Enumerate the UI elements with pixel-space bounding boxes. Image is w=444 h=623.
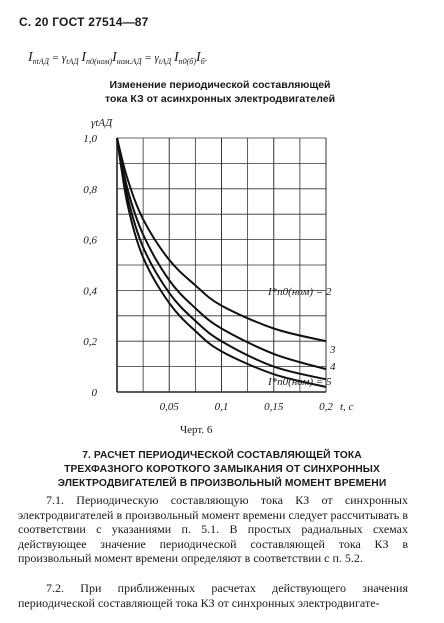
paragraph-7-2-text: 7.2. При приближенных расчетах действующего значения периодической составляющей тока КЗ от синхронных электродвигате- (18, 581, 408, 610)
formula-mid: I (81, 50, 86, 65)
figure-caption: Черт. 6 (180, 424, 213, 436)
section-heading-line2: ТРЕХФАЗНОГО КОРОТКОГО ЗАМЫКАНИЯ ОТ СИНХРОННЫХ (64, 464, 380, 475)
formula-lhs-sub: пtАД (32, 57, 49, 67)
formula-nom: I (112, 50, 117, 65)
formula-g1-sub: tАД (66, 57, 79, 67)
formula-tail: . (204, 52, 208, 64)
paragraph-7-1-text: 7.1. Периодическую составляющую тока КЗ от синхронных электродвигателей в произвольный момент времени следует рассчитывать в соответствии с указаниями п. 5.1. В простых радиальных схемах действующее значение периодической составляющей тока КЗ в произвольный момент времени определяют в соответствии с п. 5.2. (18, 493, 408, 566)
formula-lhs: I (28, 50, 33, 65)
formula-nom-sub: ном.АД (116, 57, 142, 67)
x-tick-label: 0,05 (159, 401, 179, 413)
formula-eq2: = γ (141, 52, 159, 64)
x-tick-label: 0,1 (214, 401, 229, 413)
formula-ib-sub: б (200, 57, 205, 67)
curve-label-2: 3 (330, 344, 336, 356)
x-tick-label: 0,15 (264, 401, 284, 413)
chart-title (60, 78, 380, 106)
y-tick-label: 0,6 (83, 234, 97, 247)
decay-chart (0, 105, 444, 415)
formula-ib: I (195, 50, 201, 65)
formula-g2-sub: tАД (158, 57, 172, 67)
y-tick-label: 1,0 (83, 133, 97, 145)
paragraph-7-2 (18, 581, 408, 610)
curve-label-3: 4 (330, 361, 336, 373)
section-heading-line1: 7. РАСЧЕТ ПЕРИОДИЧЕСКОЙ СОСТАВЛЯЮЩЕЙ ТОКА (82, 450, 362, 461)
y-tick-label: 0 (91, 387, 97, 399)
chart-title-line1: Изменение периодической составляющей (109, 79, 331, 91)
x-tick-label: 0,2 (319, 401, 333, 413)
curve-label-4: I*п0(ном) = 5 (268, 376, 332, 388)
y-tick-label: 0,8 (83, 183, 97, 196)
formula-end-sub: п0(б) (178, 57, 196, 67)
chart-grid (117, 138, 326, 392)
y-axis-label: γtАД (91, 117, 113, 129)
x-axis-label: t, c (340, 401, 354, 413)
curve-label-1: I*п0(ном) = 2 (268, 286, 332, 298)
y-tick-label: 0,2 (83, 336, 97, 349)
paragraph-7-1 (18, 493, 408, 566)
section-heading-line3: ЭЛЕКТРОДВИГАТЕЛЕЙ В ПРОИЗВОЛЬНЫЙ МОМЕНТ ВРЕМЕНИ (57, 478, 387, 489)
formula-end: I (173, 50, 179, 65)
chart-title-line2: тока КЗ от асинхронных электродвигателей (104, 93, 336, 105)
formula-mid-sub: п0(ном) (85, 57, 113, 67)
formula-eq1: = γ (48, 52, 67, 64)
formula (28, 50, 428, 66)
y-tick-label: 0,4 (83, 285, 97, 298)
page-header: С. 20 ГОСТ 27514—87 (19, 15, 149, 29)
section-heading (30, 449, 414, 491)
